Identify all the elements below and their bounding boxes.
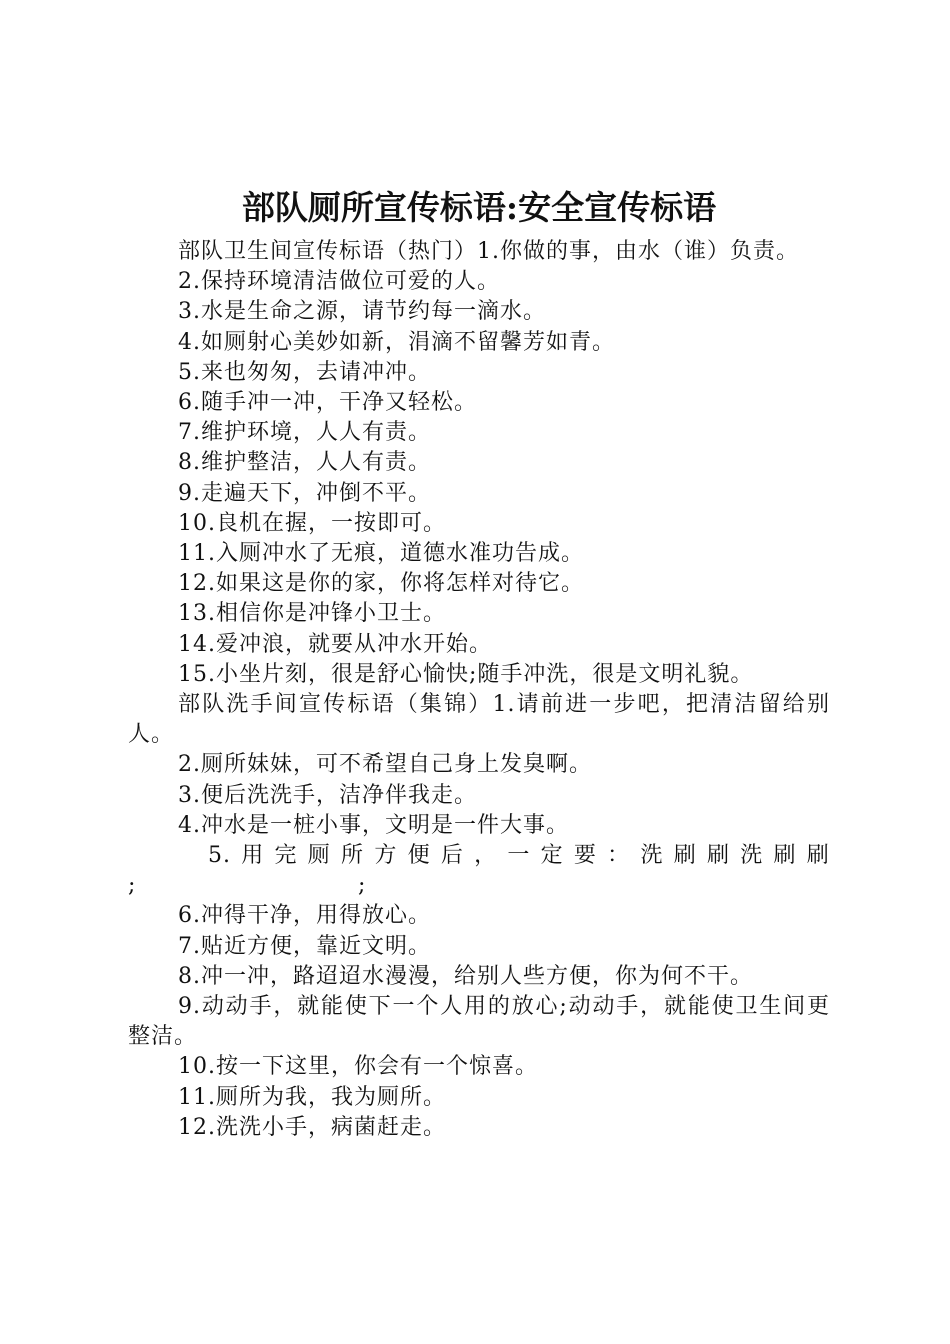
document-body [128,237,830,1143]
spread-char: 刷 [773,843,797,869]
paragraph: 9.走遍天下，冲倒不平。 [178,480,431,506]
semicolon: ; [128,873,136,899]
paragraph: 10.良机在握，一按即可。 [178,510,446,536]
spread-char: ， [474,843,498,869]
paragraph: 6.冲得干净，用得放心。 [178,903,431,929]
paragraph: 11.厕所为我，我为厕所。 [178,1084,446,1110]
paragraph: 7.维护环境，人人有责。 [178,420,431,446]
spread-char: 便 [407,843,431,869]
spread-char: 方 [374,843,398,869]
spread-char: 用 [241,843,265,869]
paragraph: 10.按一下这里，你会有一个惊喜。 [178,1054,538,1080]
spread-char: 刷 [673,843,697,869]
paragraph: 9.动动手，就能使下一个人用的放心;动动手，就能使卫生间更整洁。 [128,994,830,1050]
spread-char: 一 [507,843,531,869]
spread-char: ： [607,843,631,869]
paragraph: 15.小坐片刻，很是舒心愉快;随手冲洗，很是文明礼貌。 [178,661,754,687]
spread-paragraph [128,841,830,871]
spread-char: 完 [274,843,298,869]
paragraph: 11.入厕冲水了无痕，道德水准功告成。 [178,541,584,567]
spread-char: 所 [341,843,365,869]
paragraph: 8.维护整洁，人人有责。 [178,450,431,476]
spread-char: 5. [208,843,231,869]
spread-char: 后 [440,843,464,869]
paragraph: 12.如果这是你的家，你将怎样对待它。 [178,571,584,597]
paragraph: 5.来也匆匆，去请冲冲。 [178,359,431,385]
paragraph: 4.如厕射心美妙如新，涓滴不留馨芳如青。 [178,329,615,355]
spread-char: 要 [573,843,597,869]
paragraph: 13.相信你是冲锋小卫士。 [178,601,446,627]
paragraph: 2.厕所妹妹，可不希望自己身上发臭啊。 [178,752,592,778]
spread-char: 刷 [706,843,730,869]
spread-char: 刷 [806,843,830,869]
paragraph: 6.随手冲一冲，干净又轻松。 [178,390,477,416]
paragraph: 部队洗手间宣传标语（集锦）1.请前进一步吧，把清洁留给别人。 [128,692,830,748]
paragraph: 14.爱冲浪，就要从冲水开始。 [178,631,492,657]
spread-char: 洗 [640,843,664,869]
paragraph: 3.水是生命之源，请节约每一滴水。 [178,299,546,325]
semicolon: ; [358,873,366,899]
paragraph: 2.保持环境清洁做位可爱的人。 [178,269,500,295]
paragraph: 4.冲水是一桩小事，文明是一件大事。 [178,812,569,838]
paragraph: 部队卫生间宣传标语（热门）1.你做的事，由水（谁）负责。 [178,239,799,264]
spread-char: 洗 [740,843,764,869]
paragraph: 12.洗洗小手，病菌赶走。 [178,1114,446,1140]
paragraph: 7.贴近方便，靠近文明。 [178,933,431,959]
paragraph: 3.便后洗洗手，洁净伴我走。 [178,782,477,808]
spread-char: 定 [540,843,564,869]
document-title: 部队厕所宣传标语:安全宣传标语 [241,188,717,227]
paragraph: 8.冲一冲，路迢迢水漫漫，给别人些方便，你为何不干。 [178,963,753,989]
semicolon-line [128,871,830,901]
spread-char: 厕 [307,843,331,869]
